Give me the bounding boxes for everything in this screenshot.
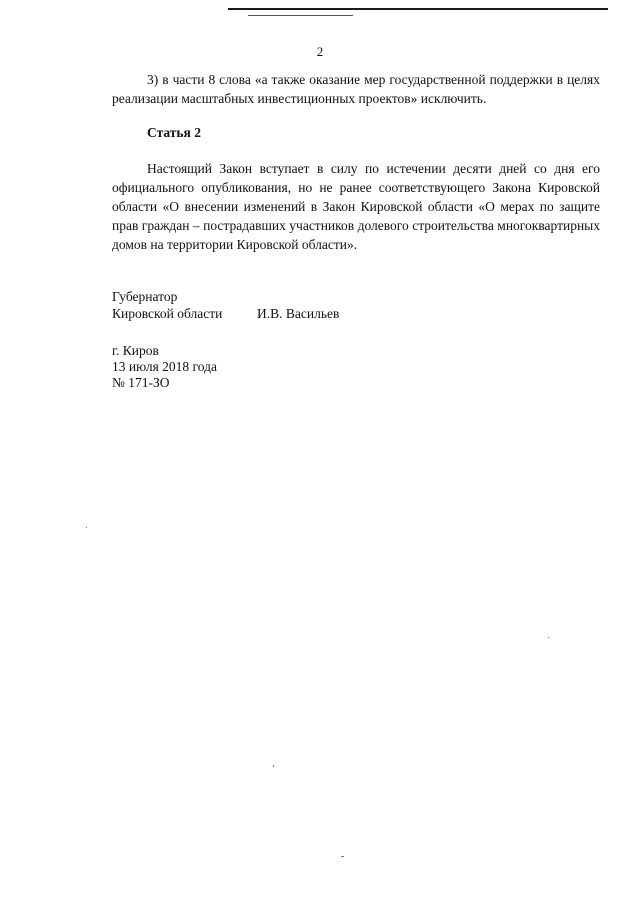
signatory-title: Губернатор bbox=[112, 289, 178, 304]
page-number: 2 bbox=[316, 44, 324, 59]
scan-speck bbox=[86, 527, 87, 528]
article-2-text: Настоящий Закон вступает в силу по истечении десяти дней со дня его официального опубликования, но не ранее соответствующего Закона Кировской области «О внесении изменений в Закон Кировской области «О мерах по защите прав граждан – пострадавших участников долевого строительства многоквартирных домов на территории Кировской области». bbox=[112, 161, 600, 252]
date-of-signing: 13 июля 2018 года bbox=[112, 359, 217, 374]
scan-speck bbox=[273, 765, 274, 767]
clause-3-text: 3) в части 8 слова «а также оказание мер государственной поддержки в целях реализации масштабных инвестиционных проектов» исключить. bbox=[112, 72, 600, 106]
signatory-region: Кировской области bbox=[112, 306, 223, 321]
signatory-name: И.В. Васильев bbox=[257, 306, 340, 321]
scan-border-line bbox=[228, 8, 608, 10]
law-number: № 171-ЗО bbox=[112, 375, 170, 390]
article-2-heading: Статья 2 bbox=[147, 125, 201, 140]
scan-speck bbox=[341, 856, 344, 857]
place-of-signing: г. Киров bbox=[112, 343, 159, 358]
scan-border-line-secondary bbox=[248, 15, 353, 16]
scan-speck bbox=[548, 637, 549, 638]
